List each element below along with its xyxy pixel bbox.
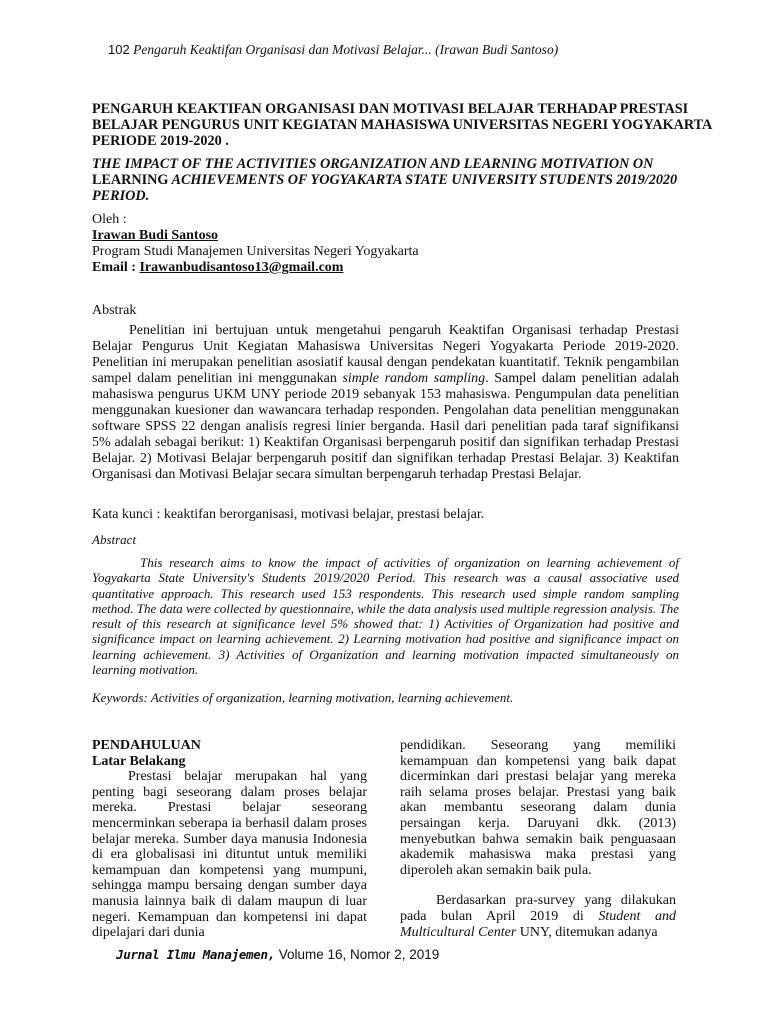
body-paragraph-2: [400, 893, 676, 940]
email-label: Email :: [92, 260, 140, 275]
footer-journal-name: Jurnal Ilmu Manajemen,: [116, 947, 275, 962]
author-name: Irawan Budi Santoso: [92, 228, 219, 243]
abstract-paragraph: This research aims to know the impact of activities of organization on learning achievement of Yogyakarta State University's Students 2019/2020 Period. This research was a causal associative used quantitative approach. This research used 153 respondents. This research used simple random sampling method. The data were collected by questionnaire, while the data analysis used multiple regression analysis. The result of this research at significance level 5% showed that: 1) Activities of Organization had positive and significance impact on learning achievement. 2) Learning motivation had positive and significance impact on learning achievement. 3) Activities of Organization and learning motivation impacted simultaneously on learning motivation.: [92, 555, 679, 678]
kata-kunci: Kata kunci : keaktifan berorganisasi, motivasi belajar, prestasi belajar.: [92, 507, 485, 522]
author-email[interactable]: Irawanbudisantoso13@gmail.com: [139, 260, 344, 275]
para2-text-a: Berdasarkan pra-survey yang dilakukan pada bulan April 2019 di: [400, 893, 676, 924]
abstrak-paragraph: [92, 323, 679, 483]
footer: [116, 947, 439, 962]
paragraph-gap: [400, 878, 676, 893]
section-heading: PENDAHULUAN: [92, 738, 201, 753]
title-english-part1: THE IMPACT OF THE ACTIVITIES ORGANIZATION AND LEARNING MOTIVATION ON: [92, 156, 654, 172]
abstrak-text-a: Penelitian ini bertujuan untuk mengetahui pengaruh Keaktifan Organisasi terhadap Prestasi Belajar Pengurus Unit Kegiatan Mahasiswa Universitas Negeri Yogyakarta Periode 2019-2020. Penelitian ini merupakan penelitian asosiatif kausal dengan pendekatan kuantitatif. Teknik pengambilan sampel dalam penelitian ini menggunakan: [92, 323, 679, 386]
author-block: [92, 212, 692, 276]
page-number: 102: [108, 42, 130, 57]
running-head: [108, 42, 558, 58]
abstract-heading: Abstract: [92, 532, 137, 547]
footer-volume: Volume 16, Nomor 2, 2019: [274, 947, 440, 962]
body-column-right: [400, 738, 676, 940]
para2-text-italic: Student and Multicultural Center: [400, 908, 677, 940]
title-english: [92, 156, 712, 204]
para2-text-b: UNY, ditemukan adanya: [516, 924, 658, 940]
title-english-part3: ACHIEVEMENTS OF YOGYAKARTA STATE UNIVERSITY STUDENTS 2019/2020 PERIOD.: [92, 172, 678, 204]
by-label: Oleh :: [92, 212, 127, 227]
title-indonesian: PENGARUH KEAKTIFAN ORGANISASI DAN MOTIVASI BELAJAR TERHADAP PRESTASI BELAJAR PENGURUS UNIT KEGIATAN MAHASISWA UNIVERSITAS NEGERI YOGYAKARTA PERIODE 2019-2020 .: [92, 101, 712, 149]
author-email-line: [92, 260, 692, 276]
body-paragraph-1: Prestasi belajar merupakan hal yang penting bagi seseorang dalam proses belajar mereka. Prestasi belajar seseorang mencerminkan seberapa ia berhasil dalam proses belajar mereka. Sumber daya manusia Indonesia di era globalisasi ini dituntut untuk memiliki kemampuan dan kompetensi yang mumpuni, sehingga mampu bersaing dengan sumber daya manusia lainnya baik di dalam maupun di luar negeri. Kemampuan dan kompetensi ini dapat dipelajari dari dunia: [92, 769, 367, 941]
running-head-text: Pengaruh Keaktifan Organisasi dan Motivasi Belajar... (Irawan Budi Santoso): [133, 42, 559, 57]
keywords-english: Keywords: Activities of organization, learning motivation, learning achievement.: [92, 690, 514, 705]
body-column-left: [92, 738, 367, 941]
abstrak-text-b: . Sampel dalam penelitian adalah mahasiswa pengurus UKM UNY periode 2019 sebanyak 153 mahasiswa. Pengumpulan data penelitian menggunakan kuesioner dan wawancara terhadap responden. Pengolahan data penelitian menggunakan software SPSS 22 dengan analisis regresi linier berganda. Hasil dari penelitian pada taraf signifikansi 5% adalah sebagai berikut: 1) Keaktifan Organisasi berpengaruh positif dan signifikan terhadap Prestasi Belajar. 2) Motivasi Belajar berpengaruh positif dan signifikan terhadap Prestasi Belajar. 3) Keaktifan Organisasi dan Motivasi Belajar secara simultan berpengaruh terhadap Prestasi Belajar.: [92, 371, 680, 482]
title-english-part2: LEARNING: [92, 172, 169, 188]
body-paragraph-1-continued: pendidikan. Seseorang yang memiliki kemampuan dan kompetensi yang baik dapat dicerminkan dari prestasi belajar yang mereka raih selama proses belajar. Prestasi yang baik akan membantu seseorang dalam dunia persaingan kerja. Daruyani dkk. (2013) menyebutkan bahwa semakin baik penguasaan akademik mahasiswa maka prestasi yang diperoleh akan semakin baik pula.: [400, 738, 676, 878]
author-affiliation: Program Studi Manajemen Universitas Negeri Yogyakarta: [92, 244, 419, 259]
subsection-heading: Latar Belakang: [92, 753, 186, 769]
abstrak-heading: Abstrak: [92, 303, 137, 318]
abstrak-text-italic: simple random sampling: [342, 371, 486, 386]
